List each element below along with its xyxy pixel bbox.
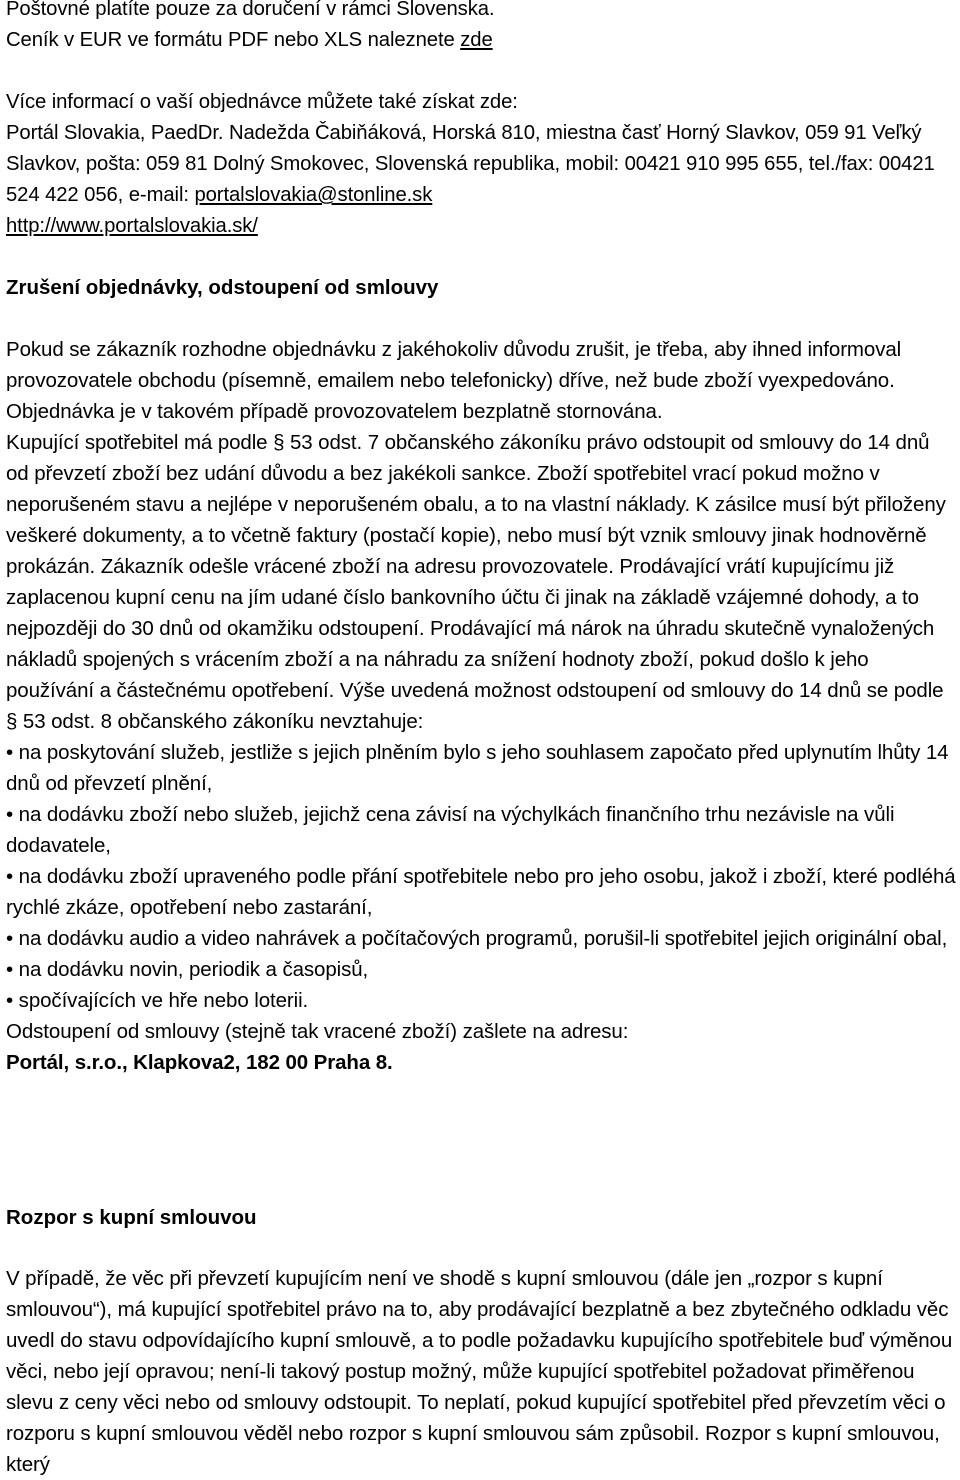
shipping-note: Poštovné platíte pouze za doručení v rámci Slovenska. [6, 0, 495, 20]
exception-bullet: • spočívajících ve hře nebo loterii. [6, 989, 309, 1012]
contract-conflict-heading: Rozpor s kupní smlouvou [6, 1206, 257, 1229]
spacer [6, 56, 956, 87]
more-info-line: Více informací o vaší objednávce můžete také získat zde: [6, 91, 518, 113]
exception-bullet: • na dodávku audio a video nahrávek a počítačových programů, porušil-li spotřebitel jejich originální obal, [6, 927, 948, 950]
price-list-line [6, 25, 956, 56]
contact-address [6, 118, 956, 211]
withdrawal-paragraph: Kupující spotřebitel má podle § 53 odst. 7 občanského zákoníku právo odstoupit od smlouvy do 14 dnů od převzetí zboží bez udání důvodu a bez jakékoli sankce. Zboží spotřebitel vrací pokud možno v neporušeném stavu a nejlépe v neporušeném obalu, a to na vlastní náklady. K zásilce musí být přiloženy veškeré dokumenty, a to včetně faktury (postačí kopie), nebo musí být vznik smlouvy jinak hodnověrně prokázán. Zákazník odešle vrácené zboží na adresu provozovatele. Prodávající vrátí kupujícímu již zaplacenou kupní cenu na jím udané číslo bankovního účtu či jinak na základě vzájemné dohody, a to nejpozději do 30 dnů od okamžiku odstoupení. Prodávající má nárok na úhradu skutečně vynaložených nákladů spojených s vrácením zboží a na náhradu za snížení hodnoty zboží, pokud došlo k jeho používání a částečnému opotřebení. Výše uvedená možnost odstoupení od smlouvy do 14 dnů se podle § 53 odst. 8 občanského zákoníku nevztahuje: [6, 431, 946, 733]
return-instructions: Odstoupení od smlouvy (stejně tak vracené zboží) zašlete na adresu: [6, 1020, 629, 1043]
website-link[interactable]: http://www.portalslovakia.sk/ [6, 215, 258, 237]
shipping-info-block [6, 0, 956, 242]
exception-bullet: • na dodávku novin, periodik a časopisů, [6, 958, 369, 981]
contact-address-text: Portál Slovakia, PaedDr. Nadežda Čabiňáková, Horská 810, miestna časť Horný Slavkov, 059 91 Veľký Slavkov, pošta: 059 81 Dolný Smokovec, Slovenská republika, mobil: 00421 910 995 655, tel./fax: 00421 524 422 056, e-mail: [6, 122, 935, 206]
contract-conflict-section [6, 1263, 956, 1480]
price-list-text: Ceník v EUR ve formátu PDF nebo XLS naleznete [6, 29, 461, 51]
exception-bullet: • na dodávku zboží nebo služeb, jejichž cena závisí na výchylkách finančního trhu nezávisle na vůli dodavatele, [6, 803, 895, 857]
exception-bullet: • na poskytování služeb, jestliže s jejich plněním bylo s jeho souhlasem započato před uplynutím lhůty 14 dnů od převzetí plnění, [6, 741, 949, 795]
cancellation-section [6, 334, 956, 1078]
contract-conflict-paragraph: V případě, že věc při převzetí kupujícím není ve shodě s kupní smlouvou (dále jen „rozpor s kupní smlouvou“), má kupující spotřebitel právo na to, aby prodávající bezplatně a bez zbytečného odkladu věc uvedl do stavu odpovídajícího kupní smlouvě, a to podle požadavku kupujícího spotřebitele buď výměnou věci, nebo její opravou; není-li takový postup možný, může kupující spotřebitel požadovat přiměřenou slevu z ceny věci nebo od smlouvy odstoupit. To neplatí, pokud kupující spotřebitel před převzetím věci o rozporu s kupní smlouvou věděl nebo rozpor s kupní smlouvou sám způsobil. Rozpor s kupní smlouvou, který [6, 1267, 953, 1476]
price-list-link[interactable]: zde [460, 29, 493, 51]
email-link[interactable]: portalslovakia@stonline.sk [194, 184, 433, 206]
return-address: Portál, s.r.o., Klapkova2, 182 00 Praha 8. [6, 1051, 393, 1074]
website-line [6, 211, 956, 242]
cancellation-heading: Zrušení objednávky, odstoupení od smlouvy [6, 276, 439, 299]
exception-bullet: • na dodávku zboží upraveného podle přání spotřebitele nebo pro jeho osobu, jakož i zboží, které podléhá rychlé zkáze, opotřebení nebo zastarání, [6, 865, 956, 919]
cancellation-paragraph: Pokud se zákazník rozhodne objednávku z jakéhokoliv důvodu zrušit, je třeba, aby ihned informoval provozovatele obchodu (písemně, emailem nebo telefonicky) dříve, než bude zboží vyexpedováno. Objednávka je v takovém případě provozovatelem bezplatně stornována. [6, 338, 902, 423]
